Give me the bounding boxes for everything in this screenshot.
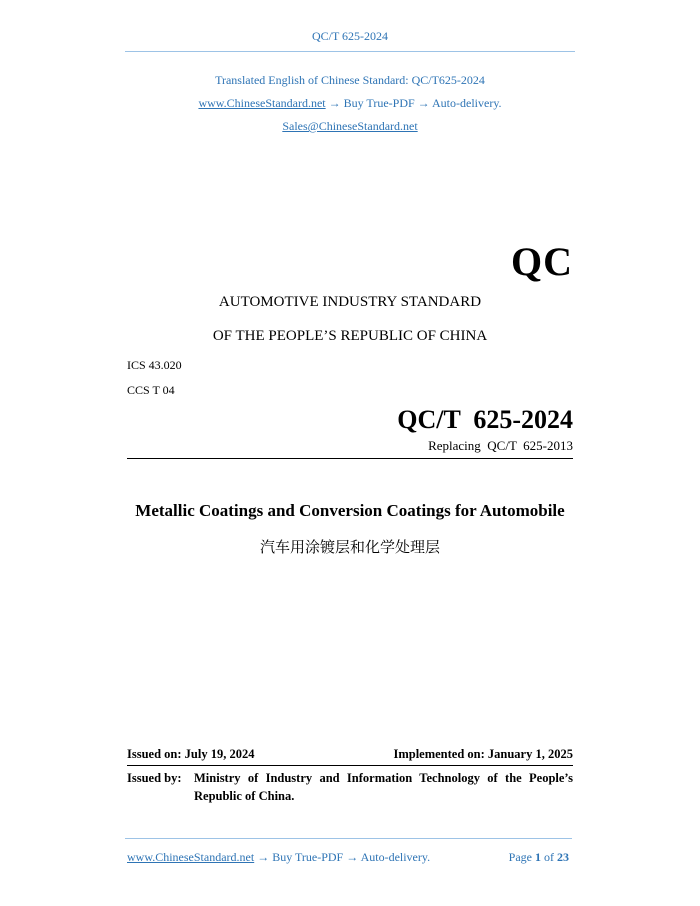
standard-number: QC/T 625-2024	[397, 405, 573, 434]
document-title-chinese: 汽车用涂镀层和化学处理层	[259, 538, 440, 556]
header-rule	[125, 51, 575, 52]
implemented-date: Implemented on: January 1, 2025	[393, 747, 573, 761]
page-total: 23	[557, 850, 569, 864]
replacing-note: Replacing QC/T 625-2013	[428, 438, 573, 453]
issuer-line2: Republic of China.	[194, 789, 295, 803]
issuer-line1: Ministry of Industry and Information Technology of the People’s	[194, 771, 573, 785]
standard-category-line2: OF THE PEOPLE’S REPUBLIC OF CHINA	[212, 328, 488, 344]
page-indicator	[509, 850, 569, 865]
standard-category-line1: AUTOMOTIVE INDUSTRY STANDARD	[218, 294, 482, 310]
buy-line	[0, 96, 700, 111]
ics-code: ICS 43.020	[127, 358, 182, 372]
footer-rule	[125, 838, 572, 839]
page-label: Page	[508, 850, 532, 864]
footer-site-link[interactable]: www.ChineseStandard.net	[127, 850, 255, 864]
qc-logo: QC	[511, 239, 573, 284]
ccs-code: CCS T 04	[127, 383, 175, 397]
issued-date: Issued on: July 19, 2024	[127, 747, 255, 761]
running-header: QC/T 625-2024	[311, 29, 389, 43]
page-of-label: of	[544, 850, 554, 864]
email-line	[0, 119, 700, 134]
document-title: Metallic Coatings and Conversion Coatings for Automobile	[135, 501, 565, 520]
page-number: 1	[535, 850, 541, 864]
footer-buy-line	[127, 850, 430, 865]
translation-note: Translated English of Chinese Standard: QC/T625-2024	[215, 73, 485, 87]
issuer-label: Issued by:	[127, 771, 182, 785]
buy-text: → Buy True-PDF → Auto-delivery.	[325, 96, 502, 110]
dates-rule	[127, 765, 573, 766]
footer-buy-text: → Buy True-PDF → Auto-delivery.	[254, 850, 431, 864]
site-link[interactable]: www.ChineseStandard.net	[198, 96, 326, 110]
email-link[interactable]: Sales@ChineseStandard.net	[282, 119, 418, 133]
standard-rule	[127, 458, 573, 459]
